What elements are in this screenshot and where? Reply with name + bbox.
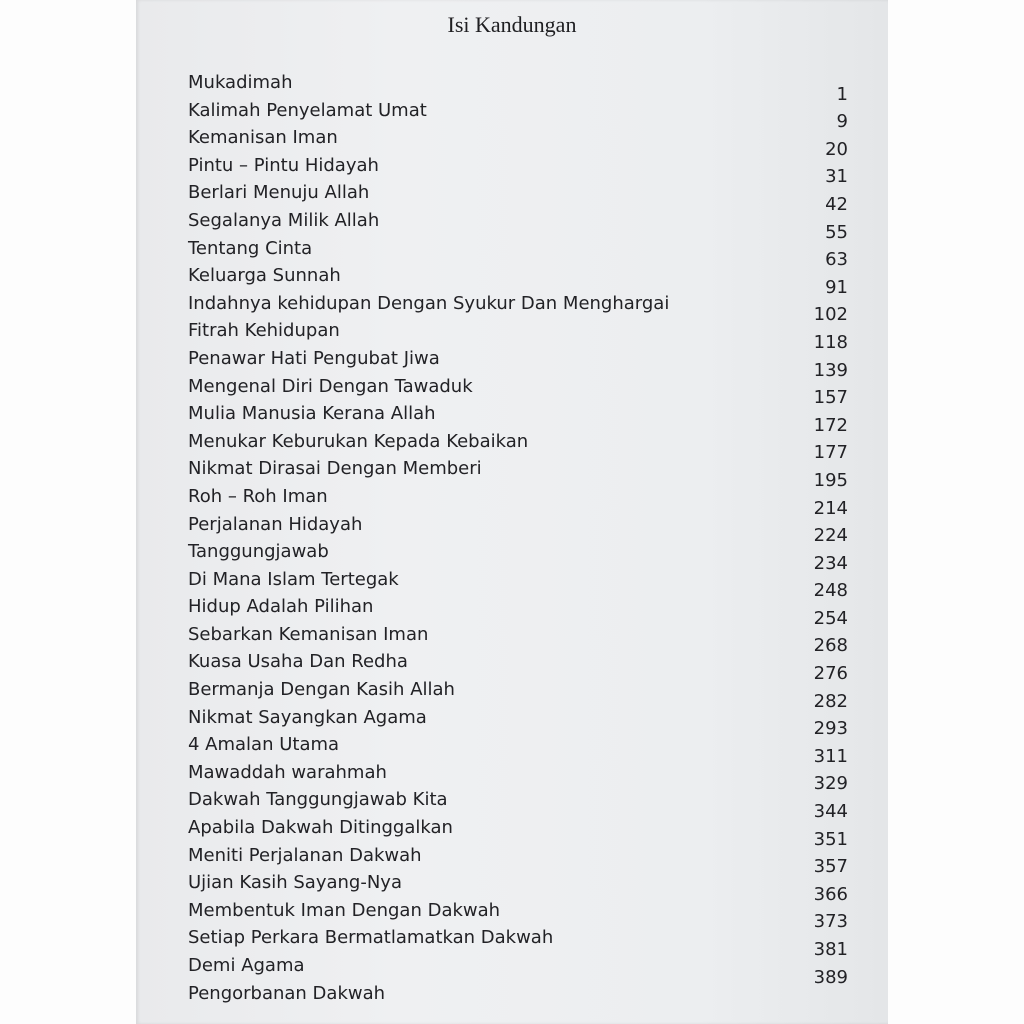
toc-entry-title: Ujian Kasih Sayang-Nya [188, 872, 402, 894]
toc-entry-title: Kalimah Penyelamat Umat [188, 99, 427, 121]
toc-entry [188, 663, 878, 705]
page-title: Isi Kandungan [447, 12, 577, 37]
toc-entry-title: Kuasa Usaha Dan Redha [188, 651, 408, 673]
toc-entry-page-number: 224 [813, 525, 848, 547]
toc-entry-page-number: 248 [813, 580, 848, 602]
toc-entry [188, 718, 878, 760]
toc-entry [188, 856, 878, 898]
toc-entry-title: Hidup Adalah Pilihan [188, 596, 374, 618]
toc-entry-page-number: 118 [813, 331, 848, 353]
toc-entry [188, 635, 878, 677]
toc-entry [188, 773, 878, 815]
toc-entry-page-number: 268 [813, 635, 848, 657]
toc-entry-title: Nikmat Sayangkan Agama [188, 706, 427, 728]
toc-entry-title: Mawaddah warahmah [188, 761, 387, 783]
toc-entry-title: Berlari Menuju Allah [188, 182, 370, 204]
toc-entry-title: Mulia Manusia Kerana Allah [188, 403, 436, 425]
toc-entry-title: Demi Agama [188, 955, 305, 976]
toc-entry-page-number: 63 [825, 249, 848, 271]
toc-entry-title: Sebarkan Kemanisan Iman [188, 623, 429, 645]
toc-entry [188, 939, 878, 981]
toc-entry-page-number: 102 [813, 304, 848, 326]
toc-entry-title: Di Mana Islam Tertegak [188, 568, 399, 590]
toc-entry-title: Apabila Dakwah Ditinggalkan [188, 817, 453, 839]
toc-entry [188, 497, 878, 540]
toc-entry-page-number: 389 [813, 966, 848, 988]
toc-entry-page-number: 344 [813, 801, 848, 823]
toc-entry-title: Keluarga Sunnah [188, 265, 341, 287]
toc-entry-title: Mukadimah [188, 72, 293, 93]
toc-entry-page-number: 373 [813, 911, 848, 933]
toc-entry [188, 580, 878, 622]
table-of-contents [188, 70, 878, 1008]
toc-entry [188, 83, 878, 126]
toc-entry-page-number: 351 [813, 828, 848, 850]
document-page [136, 0, 888, 1024]
toc-entry [188, 166, 878, 208]
toc-entry-page-number: 357 [813, 856, 848, 878]
toc-entry-page-number: 139 [813, 359, 848, 381]
toc-entry-title: Tanggungjawab [188, 541, 329, 563]
toc-entry-page-number: 91 [825, 276, 848, 298]
toc-entry-page-number: 254 [813, 607, 848, 629]
toc-entry-title: Bermanja Dengan Kasih Allah [188, 679, 455, 701]
toc-entry-page-number: 55 [825, 221, 848, 243]
toc-entry [188, 304, 878, 346]
toc-entry-page-number: 381 [813, 939, 848, 960]
toc-entry-title: Tentang Cinta [188, 237, 313, 259]
toc-entry-page-number: 9 [836, 111, 848, 133]
toc-entry-page-number: 157 [813, 387, 848, 409]
toc-entry-page-number: 311 [813, 745, 848, 767]
toc-entry-page-number: 234 [813, 552, 848, 574]
toc-entry-title: Setiap Perkara Bermatlamatkan Dakwah [188, 927, 554, 949]
toc-entry-page-number: 293 [813, 718, 848, 740]
toc-entry-title: Meniti Perjalanan Dakwah [188, 844, 422, 866]
toc-entry-title: Pintu – Pintu Hidayah [188, 154, 379, 176]
toc-entry-title: Menukar Keburukan Kepada Kebaikan [188, 430, 529, 452]
toc-entry-title: Nikmat Dirasai Dengan Memberi [188, 458, 482, 480]
toc-entry [188, 221, 878, 264]
toc-entry-title: Kemanisan Iman [188, 127, 338, 149]
toc-entry-page-number: 366 [813, 883, 848, 905]
toc-entry-title: Membentuk Iman Dengan Dakwah [188, 899, 501, 921]
toc-entry-title: Roh – Roh Iman [188, 485, 328, 507]
toc-entry-title: Segalanya Milik Allah [188, 209, 380, 231]
toc-entry-page-number: 172 [813, 414, 848, 436]
toc-entry-page-number: 282 [813, 690, 848, 712]
toc-entry-page-number: 214 [813, 497, 848, 519]
toc-entry-title: Dakwah Tanggungjawab Kita [188, 789, 448, 811]
toc-entry-page-number: 20 [825, 138, 848, 160]
toc-entry-title: 4 Amalan Utama [188, 734, 340, 756]
toc-entry-title: Fitrah Kehidupan [188, 320, 340, 342]
toc-entry [188, 70, 878, 98]
toc-entry-title: Pengorbanan Dakwah [188, 982, 386, 1004]
toc-entry-title: Perjalanan Hidayah [188, 513, 363, 535]
toc-entry-page-number: 177 [813, 442, 848, 464]
toc-entry-page-number: 1 [836, 83, 848, 105]
toc-entry [188, 387, 878, 429]
toc-entry-page-number: 329 [813, 773, 848, 795]
toc-entry-title: Penawar Hati Pengubat Jiwa [188, 347, 440, 369]
toc-entry-page-number: 195 [813, 469, 848, 491]
toc-entry [188, 966, 878, 1009]
toc-entry-page-number: 31 [825, 166, 848, 188]
toc-entry-title: Mengenal Diri Dengan Tawaduk [188, 375, 473, 397]
toc-entry [188, 801, 878, 843]
toc-entry-title: Indahnya kehidupan Dengan Syukur Dan Menghargai [188, 292, 670, 314]
toc-entry [188, 442, 878, 484]
toc-entry-page-number: 276 [813, 663, 848, 685]
toc-entry [188, 359, 878, 402]
toc-entry [188, 525, 878, 567]
toc-entry-page-number: 42 [825, 193, 848, 215]
toc-entry [188, 111, 878, 153]
toc-entry [188, 249, 878, 291]
toc-entry [188, 911, 878, 953]
